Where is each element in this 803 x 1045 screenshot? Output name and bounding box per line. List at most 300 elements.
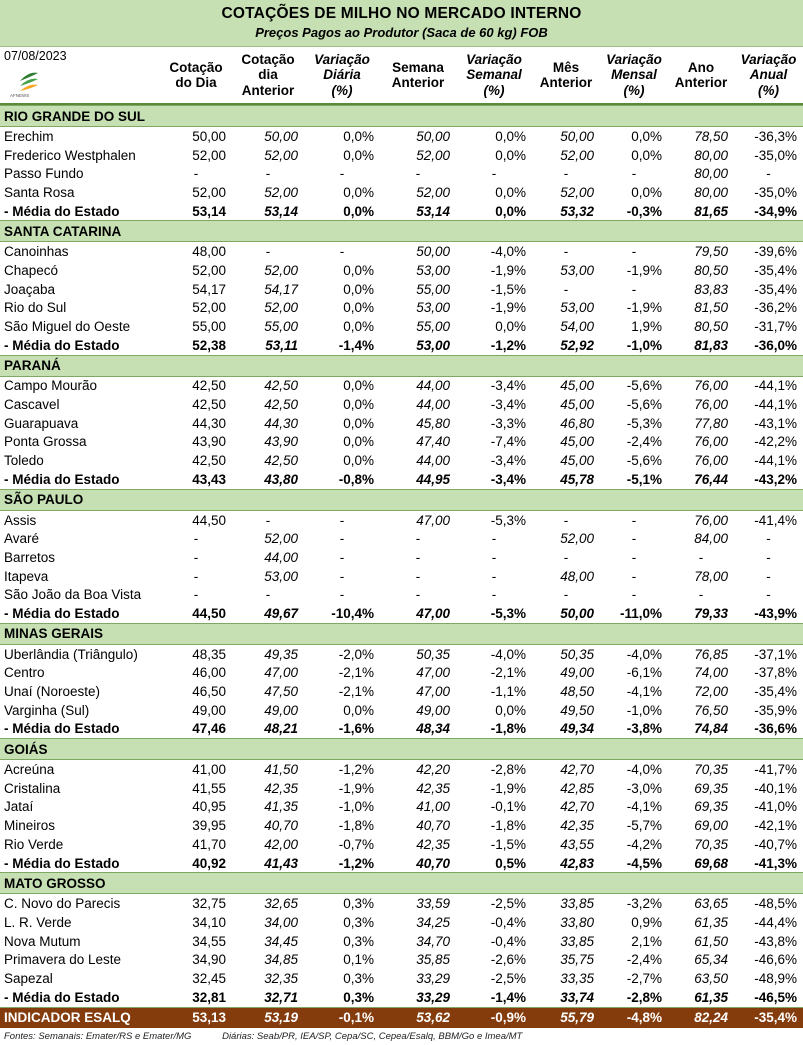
price-cell: 0,3% bbox=[343, 970, 374, 986]
price-cell: -2,8% bbox=[490, 762, 526, 778]
state-header bbox=[0, 623, 803, 644]
price-cell: -1,8% bbox=[338, 818, 374, 834]
price-cell: 52,00 bbox=[192, 300, 226, 316]
empty-cell: - bbox=[631, 531, 637, 547]
empty-cell: - bbox=[193, 166, 199, 182]
price-cell: 34,55 bbox=[192, 933, 226, 949]
price-cell: -4,1% bbox=[626, 684, 662, 700]
variation-cell: 47,40 bbox=[416, 434, 450, 450]
price-cell: -2,4% bbox=[626, 434, 662, 450]
city-name: Nova Mutum bbox=[4, 933, 81, 949]
price-cell: 44,50 bbox=[192, 512, 226, 528]
state-average-row bbox=[0, 604, 803, 623]
price-cell: 42,50 bbox=[192, 453, 226, 469]
variation-cell: 53,19 bbox=[232, 1007, 304, 1028]
empty-cell: - bbox=[698, 587, 704, 603]
empty-cell: - bbox=[193, 587, 199, 603]
table-row bbox=[0, 664, 803, 683]
price-cell: 32,81 bbox=[160, 988, 232, 1007]
state-name: PARANÁ bbox=[0, 355, 803, 376]
price-cell: -2,0% bbox=[338, 646, 374, 662]
price-cell: 0,3% bbox=[343, 896, 374, 912]
price-cell: 0,3% bbox=[343, 914, 374, 930]
variation-cell: 42,70 bbox=[560, 799, 594, 815]
variation-cell: 33,29 bbox=[416, 970, 450, 986]
variation-cell: 50,00 bbox=[416, 244, 450, 260]
city-name: Jataí bbox=[4, 799, 34, 815]
variation-cell: 40,70 bbox=[416, 818, 450, 834]
price-cell: -2,5% bbox=[490, 896, 526, 912]
variation-cell: 74,00 bbox=[694, 665, 728, 681]
variation-cell: 61,50 bbox=[694, 933, 728, 949]
variation-cell: 81,50 bbox=[694, 300, 728, 316]
column-header-line: Anterior bbox=[539, 75, 593, 90]
empty-cell: - bbox=[491, 166, 497, 182]
empty-cell: - bbox=[631, 244, 637, 260]
column-header-line: Variação bbox=[466, 51, 522, 67]
variation-cell: 42,35 bbox=[264, 780, 298, 796]
price-cell: 34,10 bbox=[192, 914, 226, 930]
price-cell: 0,0% bbox=[495, 702, 526, 718]
variation-cell: 70,35 bbox=[694, 836, 728, 852]
variation-cell: 33,80 bbox=[560, 914, 594, 930]
price-cell: -0,3% bbox=[600, 202, 668, 221]
variation-cell: 80,00 bbox=[694, 184, 728, 200]
price-cell: 49,00 bbox=[192, 702, 226, 718]
empty-cell: - bbox=[631, 281, 637, 297]
state-name: SÃO PAULO bbox=[0, 489, 803, 510]
price-cell: -2,5% bbox=[490, 970, 526, 986]
variation-cell: 52,00 bbox=[416, 184, 450, 200]
column-header bbox=[0, 47, 803, 105]
price-cell: 0,0% bbox=[631, 128, 662, 144]
price-cell: -41,7% bbox=[754, 762, 798, 778]
city-name: L. R. Verde bbox=[4, 914, 72, 930]
price-cell: -41,0% bbox=[754, 799, 798, 815]
price-cell: -4,0% bbox=[490, 646, 526, 662]
price-cell: 0,0% bbox=[304, 202, 380, 221]
variation-cell: 53,00 bbox=[264, 568, 298, 584]
city-name: Primavera do Leste bbox=[4, 952, 122, 968]
price-cell: 0,0% bbox=[343, 319, 374, 335]
variation-cell: 42,85 bbox=[560, 780, 594, 796]
variation-cell: 49,67 bbox=[232, 604, 304, 623]
price-cell: -0,4% bbox=[490, 914, 526, 930]
price-cell: 2,1% bbox=[631, 933, 662, 949]
variation-cell: 34,85 bbox=[264, 952, 298, 968]
empty-cell: - bbox=[491, 568, 497, 584]
variation-cell: 52,00 bbox=[264, 300, 298, 316]
price-cell: -44,1% bbox=[754, 453, 798, 469]
footer-sources bbox=[0, 1028, 803, 1045]
price-cell: -5,3% bbox=[626, 415, 662, 431]
price-cell: 40,92 bbox=[160, 854, 232, 873]
variation-cell: 81,65 bbox=[668, 202, 734, 221]
empty-cell: - bbox=[766, 568, 771, 584]
column-header-line: (%) bbox=[331, 82, 353, 98]
city-name: Itapeva bbox=[4, 568, 49, 584]
price-cell: 0,9% bbox=[631, 914, 662, 930]
variation-cell: 84,00 bbox=[694, 531, 728, 547]
city-name: Cristalina bbox=[4, 780, 61, 796]
city-name: - Média do Estado bbox=[0, 720, 160, 739]
empty-cell: - bbox=[415, 531, 421, 547]
empty-cell: - bbox=[415, 568, 421, 584]
variation-cell: 76,00 bbox=[694, 453, 728, 469]
variation-cell: 63,50 bbox=[694, 970, 728, 986]
variation-cell: 44,00 bbox=[416, 397, 450, 413]
price-cell: -5,6% bbox=[626, 378, 662, 394]
indicator-esalq-row bbox=[0, 1007, 803, 1028]
variation-cell: 35,75 bbox=[560, 952, 594, 968]
city-name: Erechim bbox=[4, 128, 54, 144]
variation-cell: 42,83 bbox=[532, 854, 600, 873]
price-cell: -3,4% bbox=[490, 378, 526, 394]
city-name: - Média do Estado bbox=[0, 854, 160, 873]
variation-cell: 49,00 bbox=[416, 702, 450, 718]
variation-cell: 52,00 bbox=[560, 531, 594, 547]
state-name: SANTA CATARINA bbox=[0, 221, 803, 242]
empty-cell: - bbox=[339, 531, 345, 547]
price-cell: 0,0% bbox=[495, 128, 526, 144]
price-cell: -1,2% bbox=[338, 762, 374, 778]
city-name: Unaí (Noroeste) bbox=[4, 684, 101, 700]
price-cell: 0,3% bbox=[304, 988, 380, 1007]
variation-cell: 69,35 bbox=[694, 799, 728, 815]
table-row bbox=[0, 164, 803, 183]
state-name: RIO GRANDE DO SUL bbox=[0, 106, 803, 127]
price-cell: -1,6% bbox=[304, 720, 380, 739]
price-cell: 39,95 bbox=[192, 818, 226, 834]
column-header-line: (%) bbox=[758, 82, 779, 98]
price-cell: -1,5% bbox=[490, 281, 526, 297]
empty-cell: - bbox=[563, 587, 569, 603]
city-name: Frederico Westphalen bbox=[4, 147, 136, 163]
variation-cell: 83,83 bbox=[694, 281, 728, 297]
price-cell: -1,8% bbox=[456, 720, 532, 739]
variation-cell: 49,00 bbox=[264, 702, 298, 718]
price-cell: -44,1% bbox=[754, 378, 798, 394]
price-cell: -2,7% bbox=[626, 970, 662, 986]
column-header-line: Mês bbox=[552, 59, 580, 75]
price-cell: -42,2% bbox=[754, 434, 798, 450]
table-row bbox=[0, 317, 803, 336]
variation-cell: 55,00 bbox=[416, 319, 450, 335]
price-cell: 53,14 bbox=[160, 202, 232, 221]
price-cell: 46,00 bbox=[192, 665, 226, 681]
price-cell: -0,9% bbox=[456, 1007, 532, 1028]
price-cell: -1,9% bbox=[626, 262, 662, 278]
empty-cell: - bbox=[766, 531, 771, 547]
price-cell: 48,00 bbox=[192, 244, 226, 260]
price-cell: 0,0% bbox=[495, 147, 526, 163]
price-cell: -6,1% bbox=[626, 665, 662, 681]
column-header-line: Semanal bbox=[466, 67, 522, 83]
variation-cell: 34,00 bbox=[264, 914, 298, 930]
variation-cell: 42,35 bbox=[416, 780, 450, 796]
column-header-line: do Dia bbox=[175, 75, 217, 90]
city-name: Sapezal bbox=[4, 970, 53, 986]
table-row bbox=[0, 760, 803, 779]
table-row bbox=[0, 567, 803, 586]
price-cell: 53,13 bbox=[160, 1007, 232, 1028]
price-cell: 43,43 bbox=[160, 470, 232, 489]
column-header-line: Diária bbox=[323, 67, 361, 83]
price-cell: -3,4% bbox=[490, 453, 526, 469]
column-header-4 bbox=[380, 47, 456, 103]
table-row bbox=[0, 146, 803, 165]
column-header-line: Anual bbox=[749, 67, 788, 83]
empty-cell: - bbox=[766, 587, 771, 603]
variation-cell: 49,50 bbox=[560, 702, 594, 718]
state-average-row bbox=[0, 720, 803, 739]
empty-cell: - bbox=[193, 568, 199, 584]
variation-cell: 32,71 bbox=[232, 988, 304, 1007]
table-row bbox=[0, 585, 803, 604]
empty-cell: - bbox=[563, 549, 569, 565]
price-cell: -5,6% bbox=[626, 453, 662, 469]
variation-cell: 45,00 bbox=[560, 378, 594, 394]
city-name: Passo Fundo bbox=[4, 166, 84, 182]
city-name: Uberlândia (Triângulo) bbox=[4, 646, 138, 662]
price-cell: -37,8% bbox=[754, 665, 798, 681]
price-cell: 0,0% bbox=[343, 702, 374, 718]
variation-cell: 77,80 bbox=[694, 415, 728, 431]
price-cell: -39,6% bbox=[754, 244, 798, 260]
city-name: - Média do Estado bbox=[0, 604, 160, 623]
price-cell: -35,0% bbox=[754, 184, 798, 200]
empty-cell: - bbox=[563, 244, 569, 260]
table-row bbox=[0, 835, 803, 854]
price-cell: -1,5% bbox=[490, 836, 526, 852]
table-row bbox=[0, 779, 803, 798]
empty-cell: - bbox=[491, 587, 497, 603]
table-row bbox=[0, 376, 803, 395]
state-average-row bbox=[0, 854, 803, 873]
price-cell: -1,1% bbox=[490, 684, 526, 700]
empty-cell: - bbox=[631, 568, 637, 584]
price-cell: -4,1% bbox=[626, 799, 662, 815]
price-cell: 32,75 bbox=[192, 896, 226, 912]
variation-cell: 45,00 bbox=[560, 397, 594, 413]
price-cell: 41,70 bbox=[192, 836, 226, 852]
price-cell: 42,50 bbox=[192, 397, 226, 413]
variation-cell: 42,35 bbox=[416, 836, 450, 852]
variation-cell: 32,35 bbox=[264, 970, 298, 986]
table-row bbox=[0, 529, 803, 548]
variation-cell: 48,34 bbox=[380, 720, 456, 739]
price-cell: 52,38 bbox=[160, 336, 232, 355]
city-name: Rio Verde bbox=[4, 836, 64, 852]
table-row bbox=[0, 548, 803, 567]
price-cell: -36,0% bbox=[734, 336, 803, 355]
column-header-line: Ano bbox=[687, 59, 715, 75]
variation-cell: 45,80 bbox=[416, 415, 450, 431]
variation-cell: 61,35 bbox=[668, 988, 734, 1007]
price-cell: 40,95 bbox=[192, 799, 226, 815]
table-row bbox=[0, 433, 803, 452]
price-cell: -43,2% bbox=[734, 470, 803, 489]
city-name: - Média do Estado bbox=[0, 988, 160, 1007]
price-cell: -0,1% bbox=[490, 799, 526, 815]
price-cell: -46,5% bbox=[734, 988, 803, 1007]
city-name: Assis bbox=[4, 512, 37, 528]
table-row bbox=[0, 950, 803, 969]
variation-cell: 34,70 bbox=[416, 933, 450, 949]
variation-cell: 74,84 bbox=[668, 720, 734, 739]
variation-cell: 53,11 bbox=[232, 336, 304, 355]
variation-cell: 63,65 bbox=[694, 896, 728, 912]
price-cell: 41,55 bbox=[192, 780, 226, 796]
empty-cell: - bbox=[339, 244, 345, 260]
variation-cell: 53,00 bbox=[560, 262, 594, 278]
price-cell: -40,7% bbox=[754, 836, 798, 852]
table-row bbox=[0, 299, 803, 318]
column-header-line: Anterior bbox=[391, 75, 445, 90]
price-cell: -2,1% bbox=[338, 665, 374, 681]
empty-cell: - bbox=[339, 166, 345, 182]
variation-cell: 69,68 bbox=[668, 854, 734, 873]
state-name: GOIÁS bbox=[0, 739, 803, 760]
price-cell: 42,50 bbox=[192, 378, 226, 394]
variation-cell: 32,65 bbox=[264, 896, 298, 912]
price-cell: -1,9% bbox=[490, 300, 526, 316]
variation-cell: 80,00 bbox=[694, 166, 728, 182]
price-cell: -10,4% bbox=[304, 604, 380, 623]
variation-cell: 42,50 bbox=[264, 378, 298, 394]
empty-cell: - bbox=[193, 531, 199, 547]
price-cell: -2,6% bbox=[490, 952, 526, 968]
title-band bbox=[0, 0, 803, 47]
variation-cell: 69,35 bbox=[694, 780, 728, 796]
price-cell: -0,1% bbox=[304, 1007, 380, 1028]
column-header-7 bbox=[600, 47, 668, 103]
price-cell: 0,0% bbox=[343, 128, 374, 144]
price-cell: -46,6% bbox=[754, 952, 798, 968]
city-name: Chapecó bbox=[4, 262, 59, 278]
price-cell: 1,9% bbox=[631, 319, 662, 335]
price-cell: 52,00 bbox=[192, 147, 226, 163]
table-row bbox=[0, 798, 803, 817]
price-cell: 54,17 bbox=[192, 281, 226, 297]
empty-cell: - bbox=[339, 587, 345, 603]
price-cell: -5,6% bbox=[626, 397, 662, 413]
column-header-line: Variação bbox=[740, 51, 797, 67]
price-cell: -37,1% bbox=[754, 646, 798, 662]
variation-cell: 53,62 bbox=[380, 1007, 456, 1028]
empty-cell: - bbox=[415, 587, 421, 603]
variation-cell: 52,00 bbox=[264, 184, 298, 200]
empty-cell: - bbox=[563, 281, 569, 297]
city-name: Varginha (Sul) bbox=[4, 702, 90, 718]
price-cell: -1,8% bbox=[490, 818, 526, 834]
state-average-row bbox=[0, 202, 803, 221]
empty-cell: - bbox=[415, 549, 421, 565]
variation-cell: 55,00 bbox=[264, 319, 298, 335]
variation-cell: 50,35 bbox=[560, 646, 594, 662]
price-cell: -1,9% bbox=[490, 262, 526, 278]
variation-cell: 42,70 bbox=[560, 762, 594, 778]
price-cell: -3,3% bbox=[490, 415, 526, 431]
variation-cell: 50,00 bbox=[532, 604, 600, 623]
column-header-1 bbox=[160, 47, 232, 103]
price-cell: -1,2% bbox=[456, 336, 532, 355]
price-cell: 0,0% bbox=[495, 319, 526, 335]
price-cell: -4,2% bbox=[626, 836, 662, 852]
state-header bbox=[0, 106, 803, 127]
table-row bbox=[0, 701, 803, 720]
price-cell: -3,0% bbox=[626, 780, 662, 796]
city-name: - Média do Estado bbox=[0, 202, 160, 221]
price-cell: -1,4% bbox=[456, 988, 532, 1007]
price-cell: -42,1% bbox=[754, 818, 798, 834]
city-name: Centro bbox=[4, 665, 45, 681]
price-cell: 0,5% bbox=[456, 854, 532, 873]
price-cell: 0,0% bbox=[631, 184, 662, 200]
empty-cell: - bbox=[491, 531, 497, 547]
price-cell: -41,4% bbox=[754, 512, 798, 528]
empty-cell: - bbox=[265, 166, 271, 182]
price-cell: -1,9% bbox=[338, 780, 374, 796]
price-cell: -3,8% bbox=[600, 720, 668, 739]
variation-cell: 41,43 bbox=[232, 854, 304, 873]
column-header-3 bbox=[304, 47, 380, 103]
price-cell: 43,90 bbox=[192, 434, 226, 450]
price-cell: -4,5% bbox=[600, 854, 668, 873]
price-cell: -35,0% bbox=[754, 147, 798, 163]
city-name: Toledo bbox=[4, 453, 44, 469]
variation-cell: 33,59 bbox=[416, 896, 450, 912]
empty-cell: - bbox=[631, 549, 637, 565]
column-header-line: (%) bbox=[623, 82, 645, 98]
variation-cell: 47,00 bbox=[416, 512, 450, 528]
price-cell: -35,4% bbox=[754, 684, 798, 700]
city-name: Mineiros bbox=[4, 818, 56, 834]
variation-cell: 52,00 bbox=[264, 531, 298, 547]
price-cell: 47,46 bbox=[160, 720, 232, 739]
table-row bbox=[0, 395, 803, 414]
price-cell: 0,0% bbox=[343, 397, 374, 413]
price-cell: -2,1% bbox=[338, 684, 374, 700]
table-row bbox=[0, 183, 803, 202]
variation-cell: 33,85 bbox=[560, 933, 594, 949]
column-header-line: Anterior bbox=[674, 75, 728, 90]
price-cell: -34,9% bbox=[734, 202, 803, 221]
price-cell: 41,00 bbox=[192, 762, 226, 778]
empty-cell: - bbox=[766, 549, 771, 565]
price-cell: -4,8% bbox=[600, 1007, 668, 1028]
variation-cell: 33,74 bbox=[532, 988, 600, 1007]
empty-cell: - bbox=[339, 549, 345, 565]
variation-cell: 65,34 bbox=[694, 952, 728, 968]
empty-cell: - bbox=[698, 549, 704, 565]
column-header-line: Semana bbox=[392, 59, 444, 75]
price-cell: -35,4% bbox=[754, 262, 798, 278]
price-cell: -2,1% bbox=[490, 665, 526, 681]
column-header-line: Variação bbox=[606, 51, 662, 67]
price-cell: 52,00 bbox=[192, 184, 226, 200]
price-cell: 0,0% bbox=[495, 184, 526, 200]
variation-cell: 80,00 bbox=[694, 147, 728, 163]
city-name: C. Novo do Parecis bbox=[4, 896, 121, 912]
column-header-line: Cotação bbox=[241, 51, 295, 67]
price-cell: 0,0% bbox=[343, 281, 374, 297]
column-header-line: Anterior bbox=[241, 82, 295, 98]
table-row bbox=[0, 242, 803, 261]
price-cell: -4,0% bbox=[490, 244, 526, 260]
variation-cell: 53,00 bbox=[416, 262, 450, 278]
variation-cell: 53,00 bbox=[560, 300, 594, 316]
